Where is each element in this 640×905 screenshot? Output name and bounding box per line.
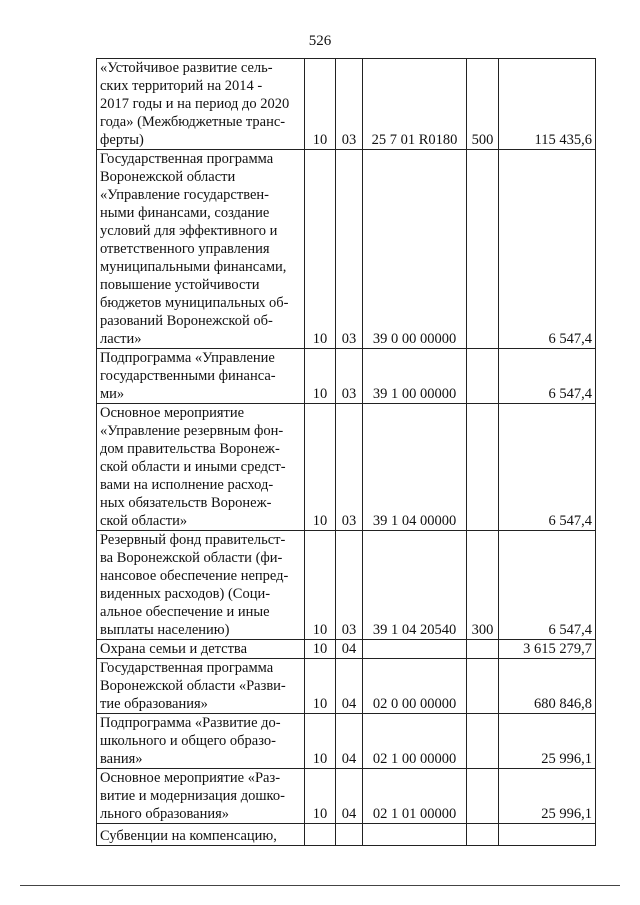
table-row — [97, 640, 596, 659]
row-name: Субвенции на компенсацию, — [97, 824, 305, 846]
table-row — [97, 769, 596, 824]
row-target-article: 39 1 04 20540 — [363, 531, 467, 640]
row-name: «Устойчивое развитие сель- ских территорий на 2014 - 2017 годы и на период до 2020 года» (Межбюджетные транс- ферты) — [97, 59, 305, 150]
row-target-article: 02 1 00 00000 — [363, 714, 467, 769]
row-expense-type — [467, 659, 499, 714]
row-subsection: 03 — [336, 59, 363, 150]
row-sum: 6 547,4 — [499, 404, 596, 531]
row-sum: 6 547,4 — [499, 349, 596, 404]
table-row — [97, 59, 596, 150]
row-target-article: 02 0 00 00000 — [363, 659, 467, 714]
row-section: 10 — [305, 769, 336, 824]
table-row — [97, 531, 596, 640]
row-target-article: 39 1 04 00000 — [363, 404, 467, 531]
row-target-article — [363, 824, 467, 846]
row-expense-type: 500 — [467, 59, 499, 150]
row-section: 10 — [305, 640, 336, 659]
table-row — [97, 824, 596, 846]
row-subsection — [336, 824, 363, 846]
row-section: 10 — [305, 531, 336, 640]
row-target-article: 02 1 01 00000 — [363, 769, 467, 824]
row-expense-type — [467, 150, 499, 349]
row-target-article: 39 1 00 00000 — [363, 349, 467, 404]
row-expense-type — [467, 714, 499, 769]
row-name: Государственная программа Воронежской области «Разви- тие образования» — [97, 659, 305, 714]
table-row — [97, 714, 596, 769]
row-subsection: 04 — [336, 714, 363, 769]
row-name: Охрана семьи и детства — [97, 640, 305, 659]
row-subsection: 03 — [336, 404, 363, 531]
row-name: Основное мероприятие «Управление резервным фон- дом правительства Воронеж- ской области и иными средст- вами на исполнение расход- ных обязательств Воронеж- ской области» — [97, 404, 305, 531]
row-target-article — [363, 640, 467, 659]
row-section: 10 — [305, 404, 336, 531]
row-sum: 6 547,4 — [499, 531, 596, 640]
row-section: 10 — [305, 349, 336, 404]
row-sum: 3 615 279,7 — [499, 640, 596, 659]
row-sum: 25 996,1 — [499, 714, 596, 769]
row-name: Государственная программа Воронежской области «Управление государствен- ными финансами, создание условий для эффективного и ответственного управления муниципальными финансами, повышение устойчивости бюджетов муниципальных об- разований Воронежской об- ласти» — [97, 150, 305, 349]
row-section: 10 — [305, 714, 336, 769]
row-expense-type: 300 — [467, 531, 499, 640]
row-expense-type — [467, 824, 499, 846]
row-section — [305, 824, 336, 846]
row-name: Подпрограмма «Развитие до- школьного и общего образо- вания» — [97, 714, 305, 769]
row-section: 10 — [305, 150, 336, 349]
row-expense-type — [467, 640, 499, 659]
row-subsection: 04 — [336, 769, 363, 824]
row-section: 10 — [305, 59, 336, 150]
row-sum: 25 996,1 — [499, 769, 596, 824]
row-section: 10 — [305, 659, 336, 714]
table-row — [97, 150, 596, 349]
row-subsection: 04 — [336, 640, 363, 659]
page-bottom-rule — [20, 885, 620, 886]
row-subsection: 03 — [336, 150, 363, 349]
budget-table — [96, 58, 596, 846]
row-name: Основное мероприятие «Раз- витие и модернизация дошко- льного образования» — [97, 769, 305, 824]
row-subsection: 03 — [336, 349, 363, 404]
row-expense-type — [467, 349, 499, 404]
row-expense-type — [467, 769, 499, 824]
table-row — [97, 404, 596, 531]
table-row — [97, 659, 596, 714]
page-number: 526 — [308, 33, 332, 49]
row-target-article: 25 7 01 R0180 — [363, 59, 467, 150]
table-row — [97, 349, 596, 404]
row-sum: 6 547,4 — [499, 150, 596, 349]
row-sum — [499, 824, 596, 846]
row-name: Подпрограмма «Управление государственными финанса- ми» — [97, 349, 305, 404]
row-expense-type — [467, 404, 499, 531]
row-target-article: 39 0 00 00000 — [363, 150, 467, 349]
row-name: Резервный фонд правительст- ва Воронежской области (фи- нансовое обеспечение непред- виденных расходов) (Соци- альное обеспечение и иные выплаты населению) — [97, 531, 305, 640]
row-subsection: 04 — [336, 659, 363, 714]
row-subsection: 03 — [336, 531, 363, 640]
row-sum: 115 435,6 — [499, 59, 596, 150]
row-sum: 680 846,8 — [499, 659, 596, 714]
